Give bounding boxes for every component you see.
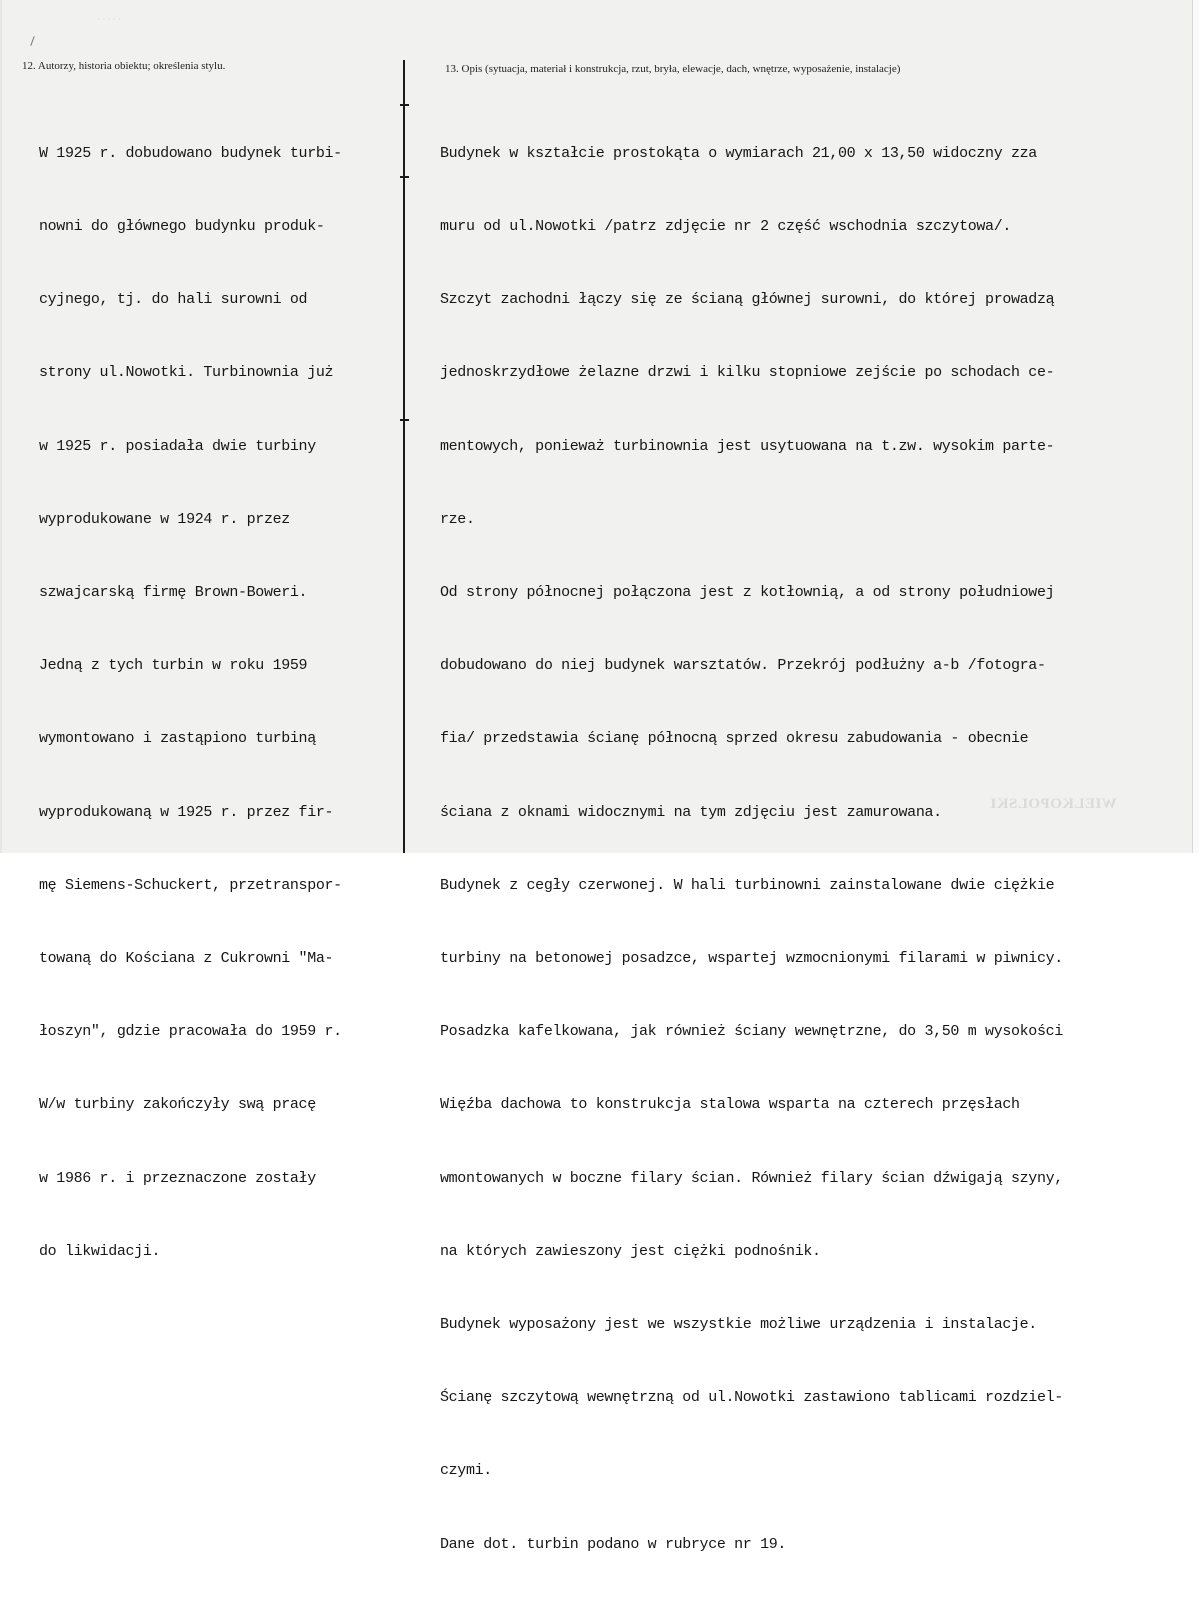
text-line: Budynek z cegły czerwonej. W hali turbinowni zainstalowane dwie ciężkie — [440, 876, 1055, 894]
text-line: ściana z oknami widocznymi na tym zdjęciu jest zamurowana. — [440, 803, 942, 821]
text-line: wyprodukowane w 1924 r. przez — [39, 510, 290, 528]
pen-mark — [30, 36, 34, 46]
text-line: strony ul.Nowotki. Turbinownia już — [39, 364, 334, 382]
text-line: W/w turbiny zakończyły swą pracę — [39, 1096, 316, 1114]
text-line: na których zawieszony jest ciężki podnośnik. — [440, 1242, 821, 1260]
text-line: Budynek wyposażony jest we wszystkie możliwe urządzenia i instalacje. — [440, 1316, 1037, 1334]
page-edge — [1192, 0, 1199, 853]
text-line: fia/ przedstawia ścianę północną sprzed okresu zabudowania - obecnie — [440, 730, 1029, 748]
text-line: mentowych, ponieważ turbinownia jest usytuowana na t.zw. wysokim parte- — [440, 437, 1055, 455]
text-line: jednoskrzydłowe żelazne drzwi i kilku stopniowe zejście po schodach ce- — [440, 364, 1055, 382]
text-line: Budynek w kształcie prostokąta o wymiarach 21,00 x 13,50 widoczny zza — [440, 144, 1037, 162]
divider-tick — [400, 419, 409, 421]
column-divider — [403, 60, 405, 853]
text-line: Szczyt zachodni łączy się ze ścianą głównej surowni, do której prowadzą — [440, 291, 1055, 309]
field-13-label: 13. Opis (sytuacja, materiał i konstrukcja, rzut, bryła, elewacje, dach, wnętrze, wyposażenie, instalacje) — [445, 63, 901, 75]
text-line: Więźba dachowa to konstrukcja stalowa wsparta na czterech przęsłach — [440, 1096, 1020, 1114]
divider-tick — [400, 104, 409, 106]
text-line: wymontowano i zastąpiono turbiną — [39, 730, 316, 748]
text-line: dobudowano do niej budynek warsztatów. Przekrój podłużny a-b /fotogra- — [440, 657, 1046, 675]
text-line: do likwidacji. — [39, 1242, 161, 1260]
text-line: towaną do Kościana z Cukrowni "Ma- — [39, 950, 334, 968]
text-line: Od strony północnej połączona jest z kotłownią, a od strony południowej — [440, 584, 1055, 602]
field-12-label: 12. Autorzy, historia obiektu; określenia stylu. — [22, 60, 226, 72]
text-line: Dane dot. turbin podano w rubryce nr 19. — [440, 1535, 787, 1553]
mirrored-watermark: WIELKOPOLSKI — [990, 796, 1117, 812]
text-line: łoszyn", gdzie pracowała do 1959 r. — [39, 1023, 342, 1041]
text-line: Jedną z tych turbin w roku 1959 — [39, 657, 308, 675]
bleed-through-text: · · · · · — [97, 14, 121, 24]
text-line: wyprodukowaną w 1925 r. przez fir- — [39, 803, 334, 821]
text-line: szwajcarską firmę Brown-Boweri. — [39, 584, 308, 602]
text-line: czymi. — [440, 1462, 492, 1480]
text-line: w 1925 r. posiadała dwie turbiny — [39, 437, 316, 455]
text-line: turbiny na betonowej posadzce, wspartej wzmocnionymi filarami w piwnicy. — [440, 950, 1063, 968]
text-line: rze. — [440, 510, 475, 528]
text-line: muru od ul.Nowotki /patrz zdjęcie nr 2 część wschodnia szczytowa/. — [440, 218, 1011, 236]
text-line: Posadzka kafelkowana, jak również ściany wewnętrzne, do 3,50 m wysokości — [440, 1023, 1063, 1041]
field-12-text — [39, 93, 342, 1313]
field-13-text — [440, 93, 1063, 1606]
text-line: mę Siemens-Schuckert, przetranspor- — [39, 876, 342, 894]
text-line: nowni do głównego budynku produk- — [39, 218, 325, 236]
text-line: wmontowanych w boczne filary ścian. Również filary ścian dźwigają szyny, — [440, 1169, 1063, 1187]
divider-tick — [400, 176, 409, 178]
text-line: W 1925 r. dobudowano budynek turbi- — [39, 144, 342, 162]
text-line: w 1986 r. i przeznaczone zostały — [39, 1169, 316, 1187]
text-line: cyjnego, tj. do hali surowni od — [39, 291, 308, 309]
text-line: Ścianę szczytową wewnętrzną od ul.Nowotki zastawiono tablicami rozdziel- — [440, 1389, 1063, 1407]
